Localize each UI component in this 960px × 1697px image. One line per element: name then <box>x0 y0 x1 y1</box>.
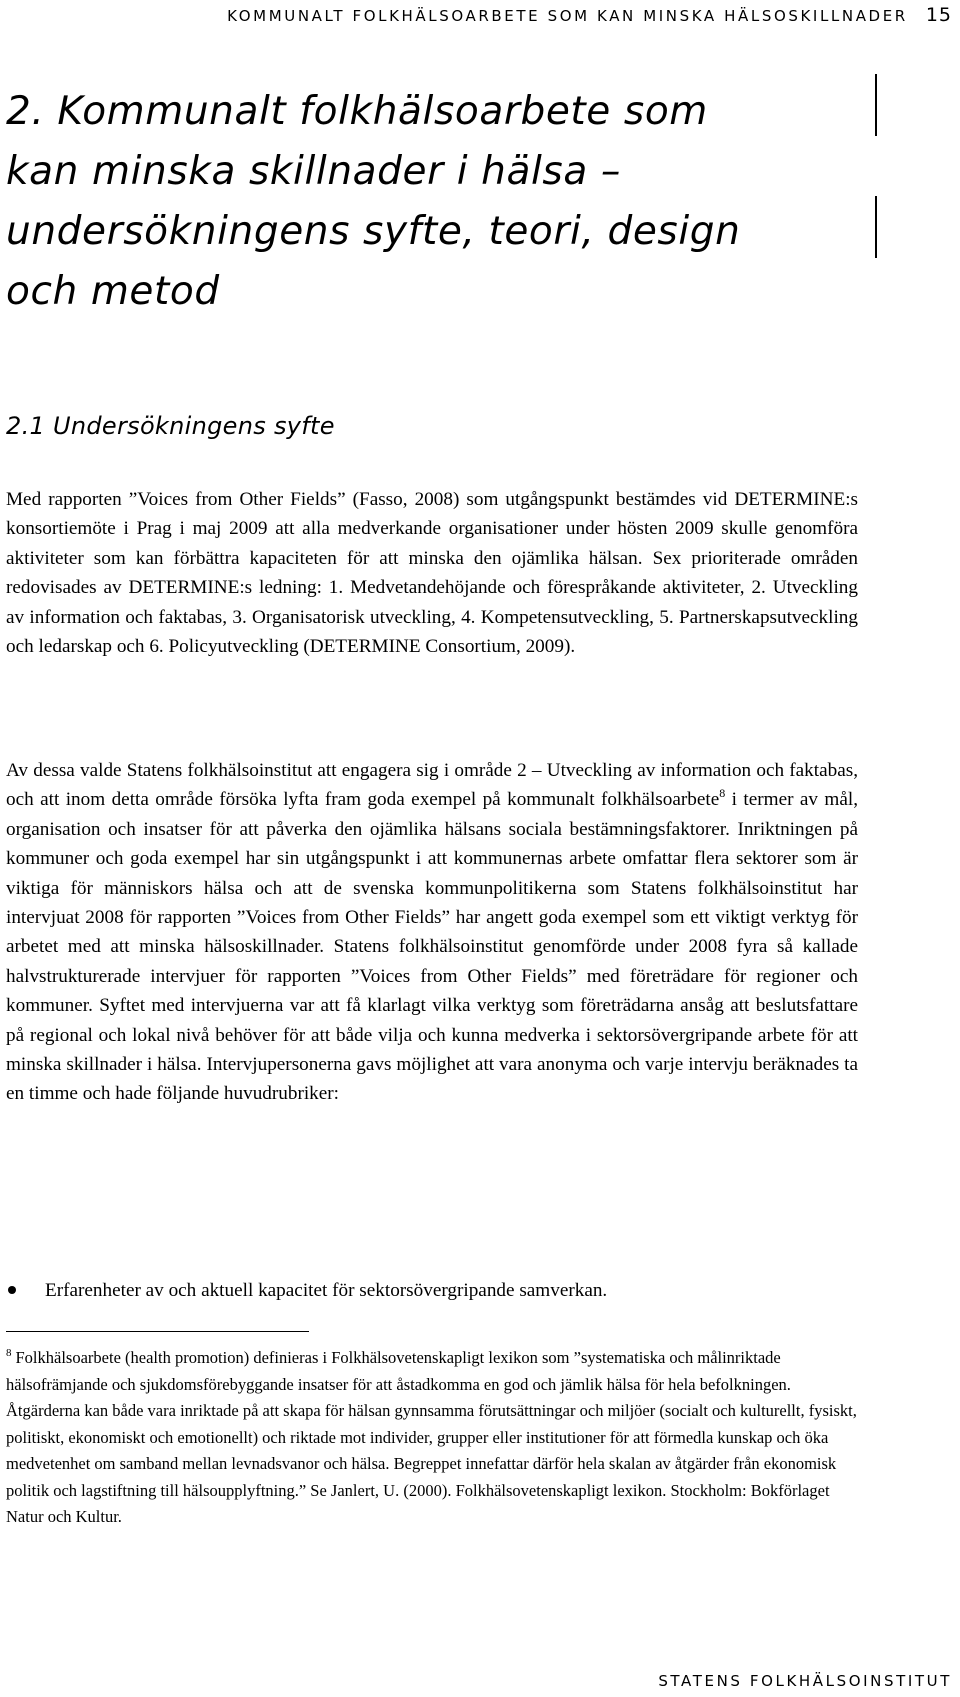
section-title: 2.1 Undersökningens syfte <box>6 412 335 440</box>
list-item <box>6 1276 858 1305</box>
revision-change-bar <box>875 196 877 258</box>
footnote-marker: 8 <box>6 1347 12 1359</box>
body-paragraph <box>6 756 858 1109</box>
chapter-title-line: 2. Kommunalt folkhälsoarbete som <box>6 89 708 134</box>
bullet-list <box>6 1276 858 1305</box>
running-header <box>227 4 952 26</box>
chapter-title <box>6 82 826 322</box>
revision-change-bar <box>875 74 877 136</box>
chapter-title-line: kan minska skillnader i hälsa – <box>6 149 621 194</box>
bullet-icon <box>8 1286 16 1294</box>
chapter-title-line: undersökningens syfte, teori, design <box>6 209 741 254</box>
running-header-title: KOMMUNALT FOLKHÄLSOARBETE SOM KAN MINSKA HÄLSOSKILLNADER <box>227 7 908 25</box>
chapter-title-line: och metod <box>6 269 220 314</box>
list-item-text: Erfarenheter av och aktuell kapacitet för sektorsövergripande samverkan. <box>45 1280 608 1301</box>
body-paragraph: Med rapporten ”Voices from Other Fields” (Fasso, 2008) som utgångspunkt bestämdes vid DETERMINE:s konsortiemöte i Prag i maj 2009 att alla medverkande organisationer under hösten 2009 skulle genomföra aktiviteter som kan förbättra kapaciteten för att minska den ojämlika hälsan. Sex prioriterade områden redovisades av DETERMINE:s ledning: 1. Medvetandehöjande och förespråkande aktiviteter, 2. Utveckling av information och faktabas, 3. Organisatorisk utveckling, 4. Kompetensutveckling, 5. Partnerskapsutveckling och ledarskap och 6. Policyutveckling (DETERMINE Consortium, 2009). <box>6 489 858 658</box>
paragraph-text: i termer av mål, organisation och insatser för att påverka den ojämlika hälsans sociala bestämningsfaktorer. Inriktningen på kommuner och goda exempel har sin utgångspunkt i att kommunernas arbete omfattar flera sektorer som är viktiga för människors hälsa och att de svenska kommunpolitikerna som Statens folkhälsoinstitut har intervjuat 2008 för rapporten ”Voices from Other Fields” har angett goda exempel som ett viktigt verktyg för arbetet med att minska hälsoskillnader. Statens folkhälsoinstitut genomförde under 2008 fyra så kallade halvstrukturerade intervjuer för rapporten ”Voices from Other Fields” med företrädare för regioner och kommuner. Syftet med intervjuerna var att få klarlagt vilka verktyg som företrädarna ansåg att beslutsfattare på regional och lokal nivå behöver för att både vilja och kunna medverka i sektorsövergripande arbete för att minska skillnader i hälsa. Intervjupersonerna gavs möjlighet att vara anonyma och varje intervju beräknades ta en timme och hade följande huvudrubriker: <box>6 789 859 1105</box>
footnote-separator <box>6 1331 309 1332</box>
page-number: 15 <box>925 4 952 26</box>
footnote-reference[interactable]: 8 <box>719 786 726 801</box>
running-footer: STATENS FOLKHÄLSOINSTITUT <box>658 1672 952 1690</box>
footnote <box>6 1345 858 1531</box>
footnote-text: Folkhälsoarbete (health promotion) definieras i Folkhälsovetenskapligt lexikon som ”systematiska och målinriktade hälsofrämjande och sjukdomsförebyggande insatser för att åstadkomma en god och jämlik hälsa för hela befolkningen. Åtgärderna kan både vara inriktade på att skapa för hälsan gynnsamma förutsättningar och miljöer (socialt och kulturellt, fysiskt, politiskt, ekonomiskt och emotionellt) och riktade mot individer, grupper eller institutioner för att förmedla kunskap och öka medvetenhet om samband mellan levnadsvanor och hälsa. Begreppet innefattar därför hela skalan av åtgärder från ekonomisk politik och lagstiftning till hälsoupplyftning.” Se Janlert, U. (2000). Folkhälsovetenskapligt lexikon. Stockholm: Bokförlaget Natur och Kultur. <box>6 1348 857 1526</box>
paragraph-text: Av dessa valde Statens folkhälsoinstitut att engagera sig i område 2 – Utveckling av information och faktabas, och att inom detta område försöka lyfta fram goda exempel på kommunalt folkhälsoarbete <box>6 760 858 811</box>
